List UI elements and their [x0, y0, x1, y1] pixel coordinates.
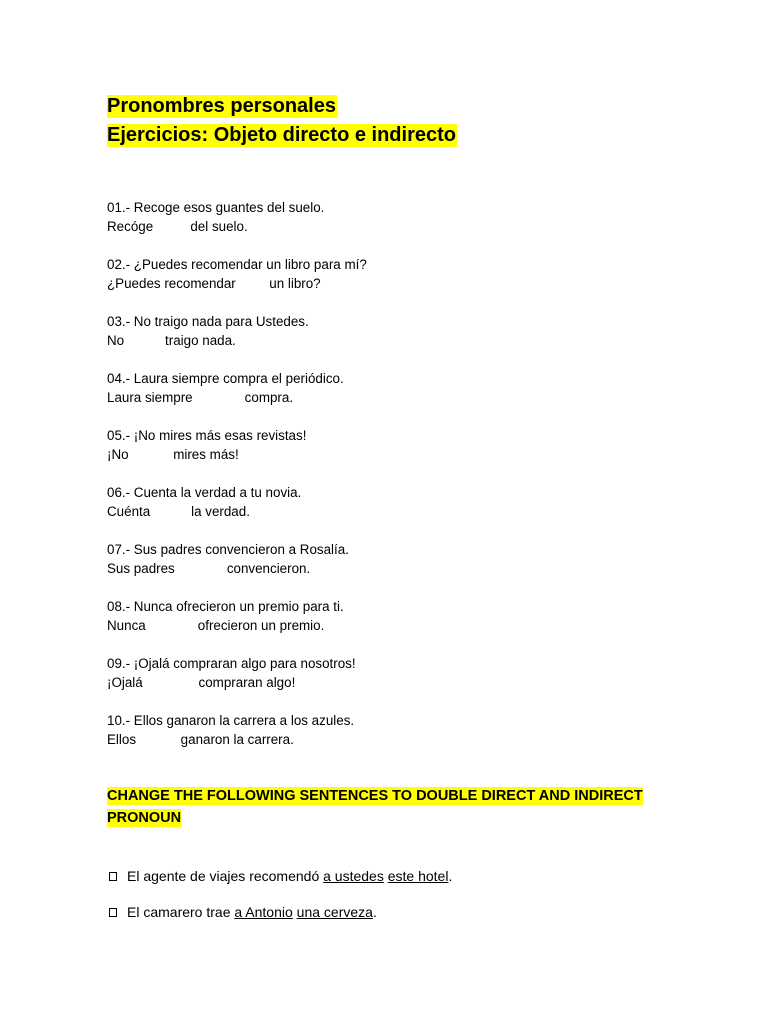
page-title: [107, 92, 457, 150]
exercise-item: [107, 540, 367, 578]
exercise-answer: Ellos ganaron la carrera.: [107, 732, 294, 747]
exercise-sentence: 08.- Nunca ofrecieron un premio para ti.: [107, 599, 344, 614]
exercise-item: [107, 426, 367, 464]
exercise-item: [107, 255, 367, 293]
exercise-item: [107, 198, 367, 236]
exercise-sentence: 01.- Recoge esos guantes del suelo.: [107, 200, 325, 215]
exercise-answer: ¡Ojalá compraran algo!: [107, 675, 296, 690]
exercise-sentence: 10.- Ellos ganaron la carrera a los azules.: [107, 713, 355, 728]
underlined-phrase: a ustedes: [323, 868, 384, 884]
exercise-item: [107, 369, 367, 407]
title-line-2: Ejercicios: Objeto directo e indirecto: [107, 124, 456, 146]
exercise-answer: No traigo nada.: [107, 333, 236, 348]
exercise-item: [107, 654, 367, 692]
exercise-answer: Sus padres convencieron.: [107, 561, 311, 576]
title-line-1: Pronombres personales: [107, 95, 336, 117]
exercise-item: [107, 711, 367, 749]
list-item: [107, 902, 452, 922]
exercise-list: [107, 198, 367, 768]
exercise-sentence: 04.- Laura siempre compra el periódico.: [107, 371, 344, 386]
list-item: [107, 866, 452, 886]
bullet-text: El camarero trae a Antonio una cerveza.: [127, 904, 377, 920]
checkbox-bullet-icon: [109, 908, 117, 917]
exercise-sentence: 09.- ¡Ojalá compraran algo para nosotros!: [107, 656, 356, 671]
exercise-answer: Laura siempre compra.: [107, 390, 294, 405]
bullet-text: El agente de viajes recomendó a ustedes este hotel.: [127, 868, 453, 884]
exercise-answer: Recóge del suelo.: [107, 219, 248, 234]
exercise-answer: ¿Puedes recomendar un libro?: [107, 276, 321, 291]
exercise-sentence: 03.- No traigo nada para Ustedes.: [107, 314, 309, 329]
exercise-item: [107, 483, 367, 521]
underlined-phrase: a Antonio: [234, 904, 293, 920]
exercise-item: [107, 312, 367, 350]
bullet-list: [107, 866, 452, 938]
exercise-sentence: 07.- Sus padres convencieron a Rosalía.: [107, 542, 349, 557]
exercise-answer: ¡No mires más!: [107, 447, 239, 462]
exercise-sentence: 06.- Cuenta la verdad a tu novia.: [107, 485, 302, 500]
exercise-item: [107, 597, 367, 635]
underlined-phrase: una cerveza: [296, 904, 373, 920]
section-heading: CHANGE THE FOLLOWING SENTENCES TO DOUBLE DIRECT AND INDIRECT PRONOUN: [107, 788, 643, 826]
checkbox-bullet-icon: [109, 872, 117, 881]
underlined-phrase: este hotel: [387, 868, 449, 884]
exercise-answer: Nunca ofrecieron un premio.: [107, 618, 325, 633]
exercise-sentence: 05.- ¡No mires más esas revistas!: [107, 428, 307, 443]
exercise-sentence: 02.- ¿Puedes recomendar un libro para mí?: [107, 257, 367, 272]
exercise-answer: Cuénta la verdad.: [107, 504, 250, 519]
